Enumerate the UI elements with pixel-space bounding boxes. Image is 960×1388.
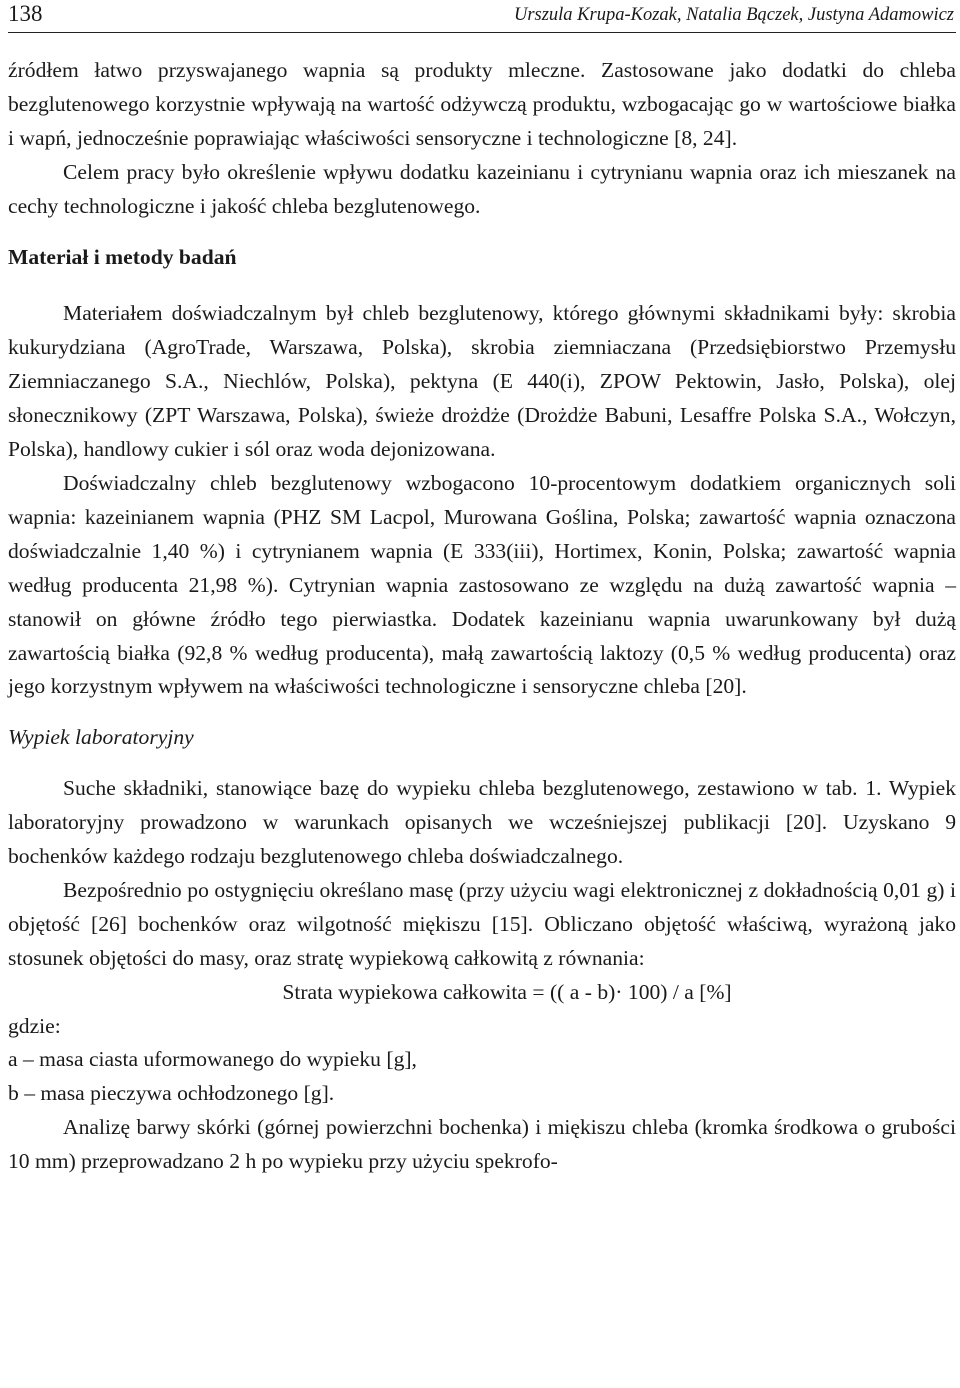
page-header [8, 0, 956, 33]
section-heading-materials-methods: Materiał i metody badań [8, 244, 237, 269]
paragraph-materials: Materiałem doświadczalnym był chleb bezglutenowy, którego głównymi składnikami były: skrobia kukurydziana (AgroTrade, Warszawa, Polska), skrobia ziemniaczana (Przedsiębiorstwo Przemysłu Ziemniaczanego S.A., Niechlów, Polska), pektyna (E 440(i), ZPOW Pektowin, Jasło, Polska), olej słonecznikowy (ZPT Warszawa, Polska), świeże drożdże (Drożdże Babuni, Lesaffre Polska S.A., Wołczyn, Polska), handlowy cukier i sól oraz woda dejonizowana. [8, 301, 956, 462]
equation-baking-loss: Strata wypiekowa całkowita = (( a - b)· 100) / a [%] [282, 979, 732, 1004]
paragraph-intro-continued: źródłem łatwo przyswajanego wapnia są produkty mleczne. Zastosowane jako dodatki do chleba bezglutenowego korzystnie wpływają na wartość odżywczą produktu, wzbogacając go w wartościowe białka i wapń, jednocześnie poprawiając właściwości sensoryczne i technologiczne [8, 24]. [8, 58, 956, 150]
paragraph-measurements: Bezpośrednio po ostygnięciu określano masę (przy użyciu wagi elektronicznej z dokładnością 0,01 g) i objętość [26] bochenków oraz wilgotność miękiszu [15]. Obliczano objętość właściwą, wyrażoną jako stosunek objętości do masy, oraz stratę wypiekową całkowitą z równania: [8, 877, 956, 970]
body-text [8, 33, 956, 1179]
where-label: gdzie: [8, 1013, 61, 1038]
paragraph-aim: Celem pracy było określenie wpływu dodatku kazeinianu i cytrynianu wapnia oraz ich mieszanek na cechy technologiczne i jakość chleba bezglutenowego. [8, 159, 956, 218]
subsection-heading-lab-baking: Wypiek laboratoryjny [8, 725, 194, 750]
variable-a-definition: a – masa ciasta uformowanego do wypieku [g], [8, 1047, 417, 1072]
document-page [8, 0, 956, 1179]
page-number: 138 [8, 1, 43, 26]
running-head-authors: Urszula Krupa-Kozak, Natalia Bączek, Justyna Adamowicz [513, 5, 954, 25]
paragraph-color-analysis: Analizę barwy skórki (górnej powierzchni bochenka) i miękiszu chleba (kromka środkowa o grubości 10 mm) przeprowadzano 2 h po wypieku przy użyciu spekrofo- [8, 1115, 956, 1174]
variable-b-definition: b – masa pieczywa ochłodzonego [g]. [8, 1081, 335, 1106]
paragraph-enrichment: Doświadczalny chleb bezglutenowy wzbogacono 10-procentowym dodatkiem organicznych soli wapnia: kazeinianem wapnia (PHZ SM Lacpol, Murowana Goślina, Polska; zawartość wapnia oznaczona doświadczalnie 1,40 %) i cytrynianem wapnia (E 333(iii), Hortimex, Konin, Polska; zawartość wapnia według producenta 21,98 %). Cytrynian wapnia zastosowano ze względu na dużą zawartość wapnia – stanowił on główne źródło tego pierwiastka. Dodatek kazeinianu wapnia uwarunkowany był dużą zawartością białka (92,8 % według producenta), małą zawartością laktozy (0,5 % według producenta) oraz jego korzystnym wpływem na właściwości technologiczne i sensoryczne chleba [20]. [8, 470, 956, 699]
paragraph-dry-ingredients: Suche składniki, stanowiące bazę do wypieku chleba bezglutenowego, zestawiono w tab. 1. Wypiek laboratoryjny prowadzono w warunkach opisanych we wcześniejszej publikacji [20]. Uzyskano 9 bochenków każdego rodzaju bezglutenowego chleba doświadczalnego. [8, 776, 956, 869]
